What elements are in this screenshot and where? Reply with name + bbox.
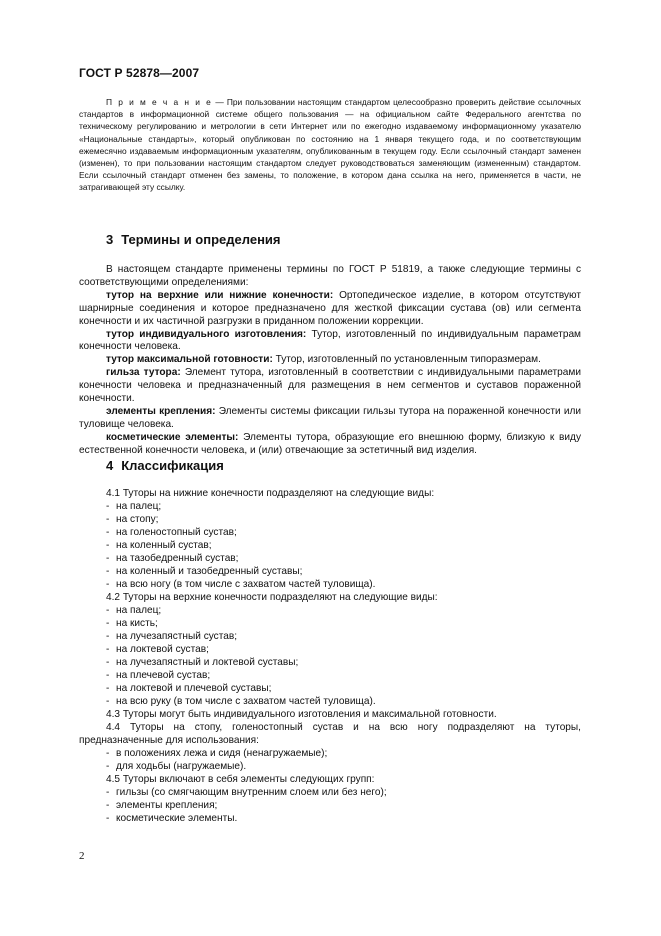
list-item: - на локтевой и плечевой суставы;	[106, 683, 272, 695]
section-4-body	[79, 487, 581, 825]
term: элементы крепления:	[106, 405, 216, 417]
list-item: - на лучезапястный сустав;	[106, 631, 238, 643]
list-item: - на стопу;	[106, 514, 159, 526]
section-number: 3	[106, 232, 114, 247]
clause-4-1: 4.1 Туторы на нижние конечности подразделяют на следующие виды:	[106, 488, 435, 499]
list-item: - на кисть;	[106, 618, 158, 630]
term: тутор на верхние или нижние конечности:	[106, 289, 334, 301]
definition: Элементы тутора, образующие его внешнюю форму, близкую к виду естественной конечности человека, и (или) отвечающие за эстетичный вид изделия.	[79, 431, 581, 456]
term: косметические элементы:	[106, 431, 239, 443]
list-item: - в положениях лежа и сидя (ненагружаемые);	[106, 748, 328, 760]
term-entry	[79, 290, 581, 329]
list-item: - косметические элементы.	[106, 813, 238, 825]
term: тутор максимальной готовности:	[106, 354, 273, 366]
section-title: Классификация	[121, 458, 224, 473]
list-item: - элементы крепления;	[106, 800, 218, 812]
list-item: - на тазобедренный сустав;	[106, 553, 239, 565]
note-paragraph	[79, 96, 581, 194]
section-number: 4	[106, 458, 114, 473]
term: тутор индивидуального изготовления:	[106, 328, 307, 340]
section-3-intro: В настоящем стандарте применены термины по ГОСТ Р 51819, а также следующие термины с соответствующими определениями:	[79, 264, 581, 288]
list-item: - на всю руку (в том числе с захватом частей туловища).	[106, 696, 376, 708]
list-item: - на голеностопный сустав;	[106, 527, 237, 539]
list-item: - на коленный и тазобедренный суставы;	[106, 566, 303, 578]
list-item: - на палец;	[106, 605, 162, 617]
term-entry	[79, 329, 581, 355]
clause-4-3: 4.3 Туторы могут быть индивидуального изготовления и максимальной готовности.	[106, 709, 497, 721]
list-item: - на локтевой сустав;	[106, 644, 209, 656]
term-entry	[79, 367, 581, 406]
section-title: Термины и определения	[121, 232, 281, 247]
note-label: П р и м е ч а н и е	[106, 97, 213, 107]
definition: Тутор, изготовленный по установленным типоразмерам.	[272, 354, 541, 366]
list-item: - на коленный сустав;	[106, 540, 212, 552]
list-item: - гильзы (со смягчающим внутренним слоем или без него);	[106, 787, 387, 799]
list-item: - на плечевой сустав;	[106, 670, 211, 682]
list-item: - для ходьбы (нагружаемые).	[106, 761, 247, 773]
definition: Ортопедическое изделие, в котором отсутствуют шарнирные соединения и которое предназначено для жесткой фиксации сустава (ов) или сегмента конечности и их частичной разгрузки в приданном положении коррекции.	[79, 289, 582, 327]
list-item: - на лучезапястный и локтевой суставы;	[106, 657, 299, 669]
definition: Элементы системы фиксации гильзы тутора на пораженной конечности или туловище человека.	[79, 405, 581, 430]
definition: Элемент тутора, изготовленный в соответствии с индивидуальными параметрами конечности человека и предназначенный для размещения в нем сегментов и суставов пораженной конечности.	[79, 367, 581, 405]
term-entry	[79, 432, 581, 458]
document-header: ГОСТ Р 52878—2007	[79, 66, 200, 80]
term-entry	[79, 354, 581, 367]
page-number: 2	[79, 850, 85, 862]
definition: Тутор, изготовленный по индивидуальным параметрам конечности человека.	[79, 328, 581, 353]
clause-4-4: 4.4 Туторы на стопу, голеностопный сустав и на всю ногу подразделяют на туторы, предназначенные для использования:	[79, 722, 581, 747]
term: гильза тутора:	[106, 367, 181, 379]
list-item: - на палец;	[106, 501, 162, 513]
clause-4-2: 4.2 Туторы на верхние конечности подразделяют на следующие виды:	[106, 592, 438, 604]
section-4-heading	[106, 458, 224, 473]
clause-4-5: 4.5 Туторы включают в себя элементы следующих групп:	[106, 774, 375, 786]
section-3-body	[79, 264, 581, 458]
section-3-heading	[106, 232, 281, 247]
list-item: - на всю ногу (в том числе с захватом частей туловища).	[106, 579, 376, 591]
note-text: — При пользовании настоящим стандартом целесообразно проверить действие ссылочных стандартов в информационной системе общего пользования — на официальном сайте Федерального агентства по техническому регулированию и метрологии в сети Интернет или по ежегодно издаваемому информационному указателю «Национальные стандарты», который опубликован по состоянию на 1 января текущего года, и по соответствующим ежемесячно издаваемым информационным указателям, опубликованным в текущем году. Если ссылочный стандарт заменен (изменен), то при пользовании настоящим стандартом следует руководствоваться заменяющим (измененным) стандартом. Если ссылочный стандарт отменен без замены, то положение, в котором дана ссылка на него, применяется в части, не затрагивающей эту ссылку.	[79, 97, 581, 193]
term-entry	[79, 406, 581, 432]
